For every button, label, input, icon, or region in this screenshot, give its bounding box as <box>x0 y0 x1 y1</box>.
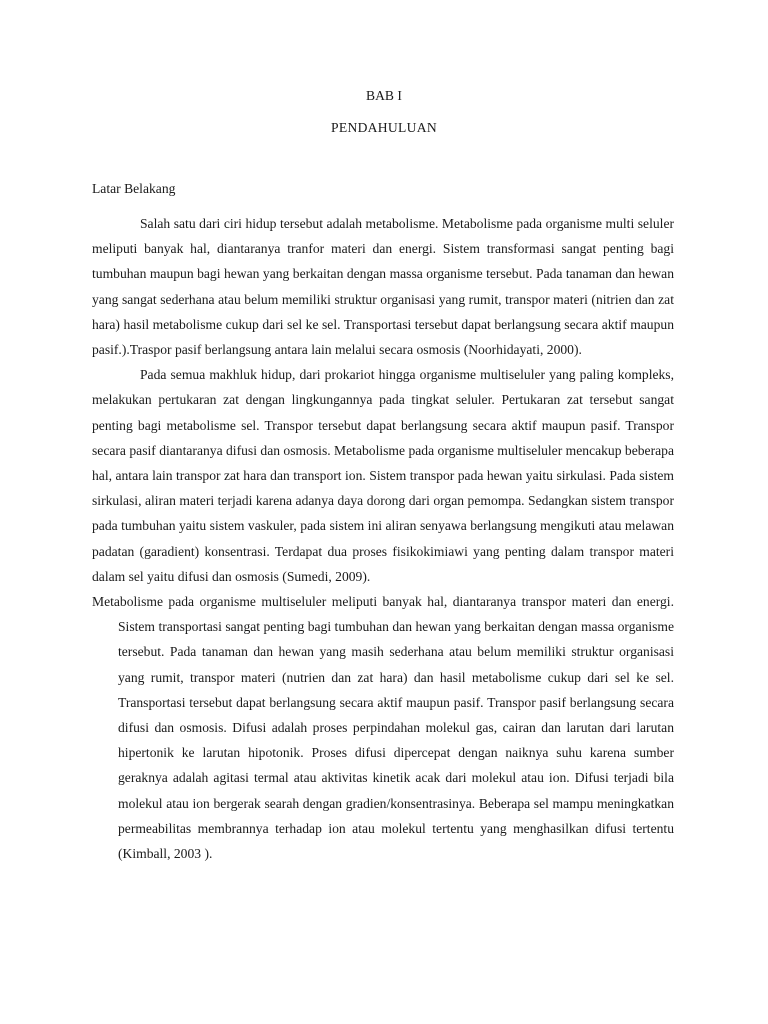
chapter-title: PENDAHULUAN <box>330 120 437 135</box>
paragraph: Salah satu dari ciri hidup tersebut adalah metabolisme. Metabolisme pada organisme multi seluler meliputi banyak hal, diantaranya tranfor materi dan energi. Sistem transformasi sangat penting bagi tumbuhan maupun bagi hewan yang berkaitan dengan massa organisme tersebut. Pada tanaman dan hewan yang sangat sederhana atau belum memiliki struktur organisasi yang rumit, transpor materi (nitrien dan zat hara) hasil metabolisme cukup dari sel ke sel. Transportasi tersebut dapat berlangsung secara aktif maupun pasif.).Traspor pasif berlangsung antara lain melalui secara osmosis (Noorhidayati, 2000). <box>92 216 674 358</box>
paragraph: Metabolisme pada organisme multiseluler meliputi banyak hal, diantaranya transpor materi dan energi. Sistem transportasi sangat penting bagi tumbuhan dan hewan yang berkaitan dengan massa organisme tersebut. Pada tanaman dan hewan yang masih sederhana atau belum memiliki struktur organisasi yang rumit, transpor materi (nutrien dan zat hara) dan hasil metabolisme cukup dari sel ke sel. Transportasi tersebut dapat berlangsung secara aktif maupun pasif. Transpor pasif berlangsung secara difusi dan osmosis. Difusi adalah proses perpindahan molekul gas, cairan dan larutan dari larutan hipertonik ke larutan hipotonik. Proses difusi dipercepat dengan naiknya suhu karena sumber geraknya adalah agitasi termal atau aktivitas kinetik acak dari molekul atau ion. Difusi terjadi bila molekul atau ion bergerak searah dengan gradien/konsentrasinya. Beberapa sel mampu meningkatkan permeabilitas membrannya terhadap ion atau molekul tertentu yang menghasilkan difusi tertentu (Kimball, 2003 ). <box>92 594 674 862</box>
chapter-label: BAB I <box>366 88 402 103</box>
paragraph: Pada semua makhluk hidup, dari prokariot hingga organisme multiseluler yang paling kompleks, melakukan pertukaran zat dengan lingkungannya pada tingkat seluler. Pertukaran zat tersebut sangat penting bagi metabolisme sel. Transpor tersebut dapat berlangsung secara aktif maupun pasif. Transpor secara pasif diantaranya difusi dan osmosis. Metabolisme pada organisme multiseluler mencakup beberapa hal, antara lain transpor zat hara dan transport ion. Sistem transpor pada hewan yaitu sirkulasi. Pada sistem sirkulasi, aliran materi terjadi karena adanya daya dorong dari organ pemompa. Sedangkan sistem transpor pada tumbuhan yaitu sistem vaskuler, pada sistem ini aliran senyawa berlangsung mengikuti atau melawan padatan (garadient) konsentrasi. Terdapat dua proses fisikokimiawi yang penting dalam transpor materi dalam sel yaitu difusi dan osmosis (Sumedi, 2009). <box>92 367 674 584</box>
section-heading: Latar Belakang <box>92 181 176 196</box>
body-text <box>92 211 674 866</box>
